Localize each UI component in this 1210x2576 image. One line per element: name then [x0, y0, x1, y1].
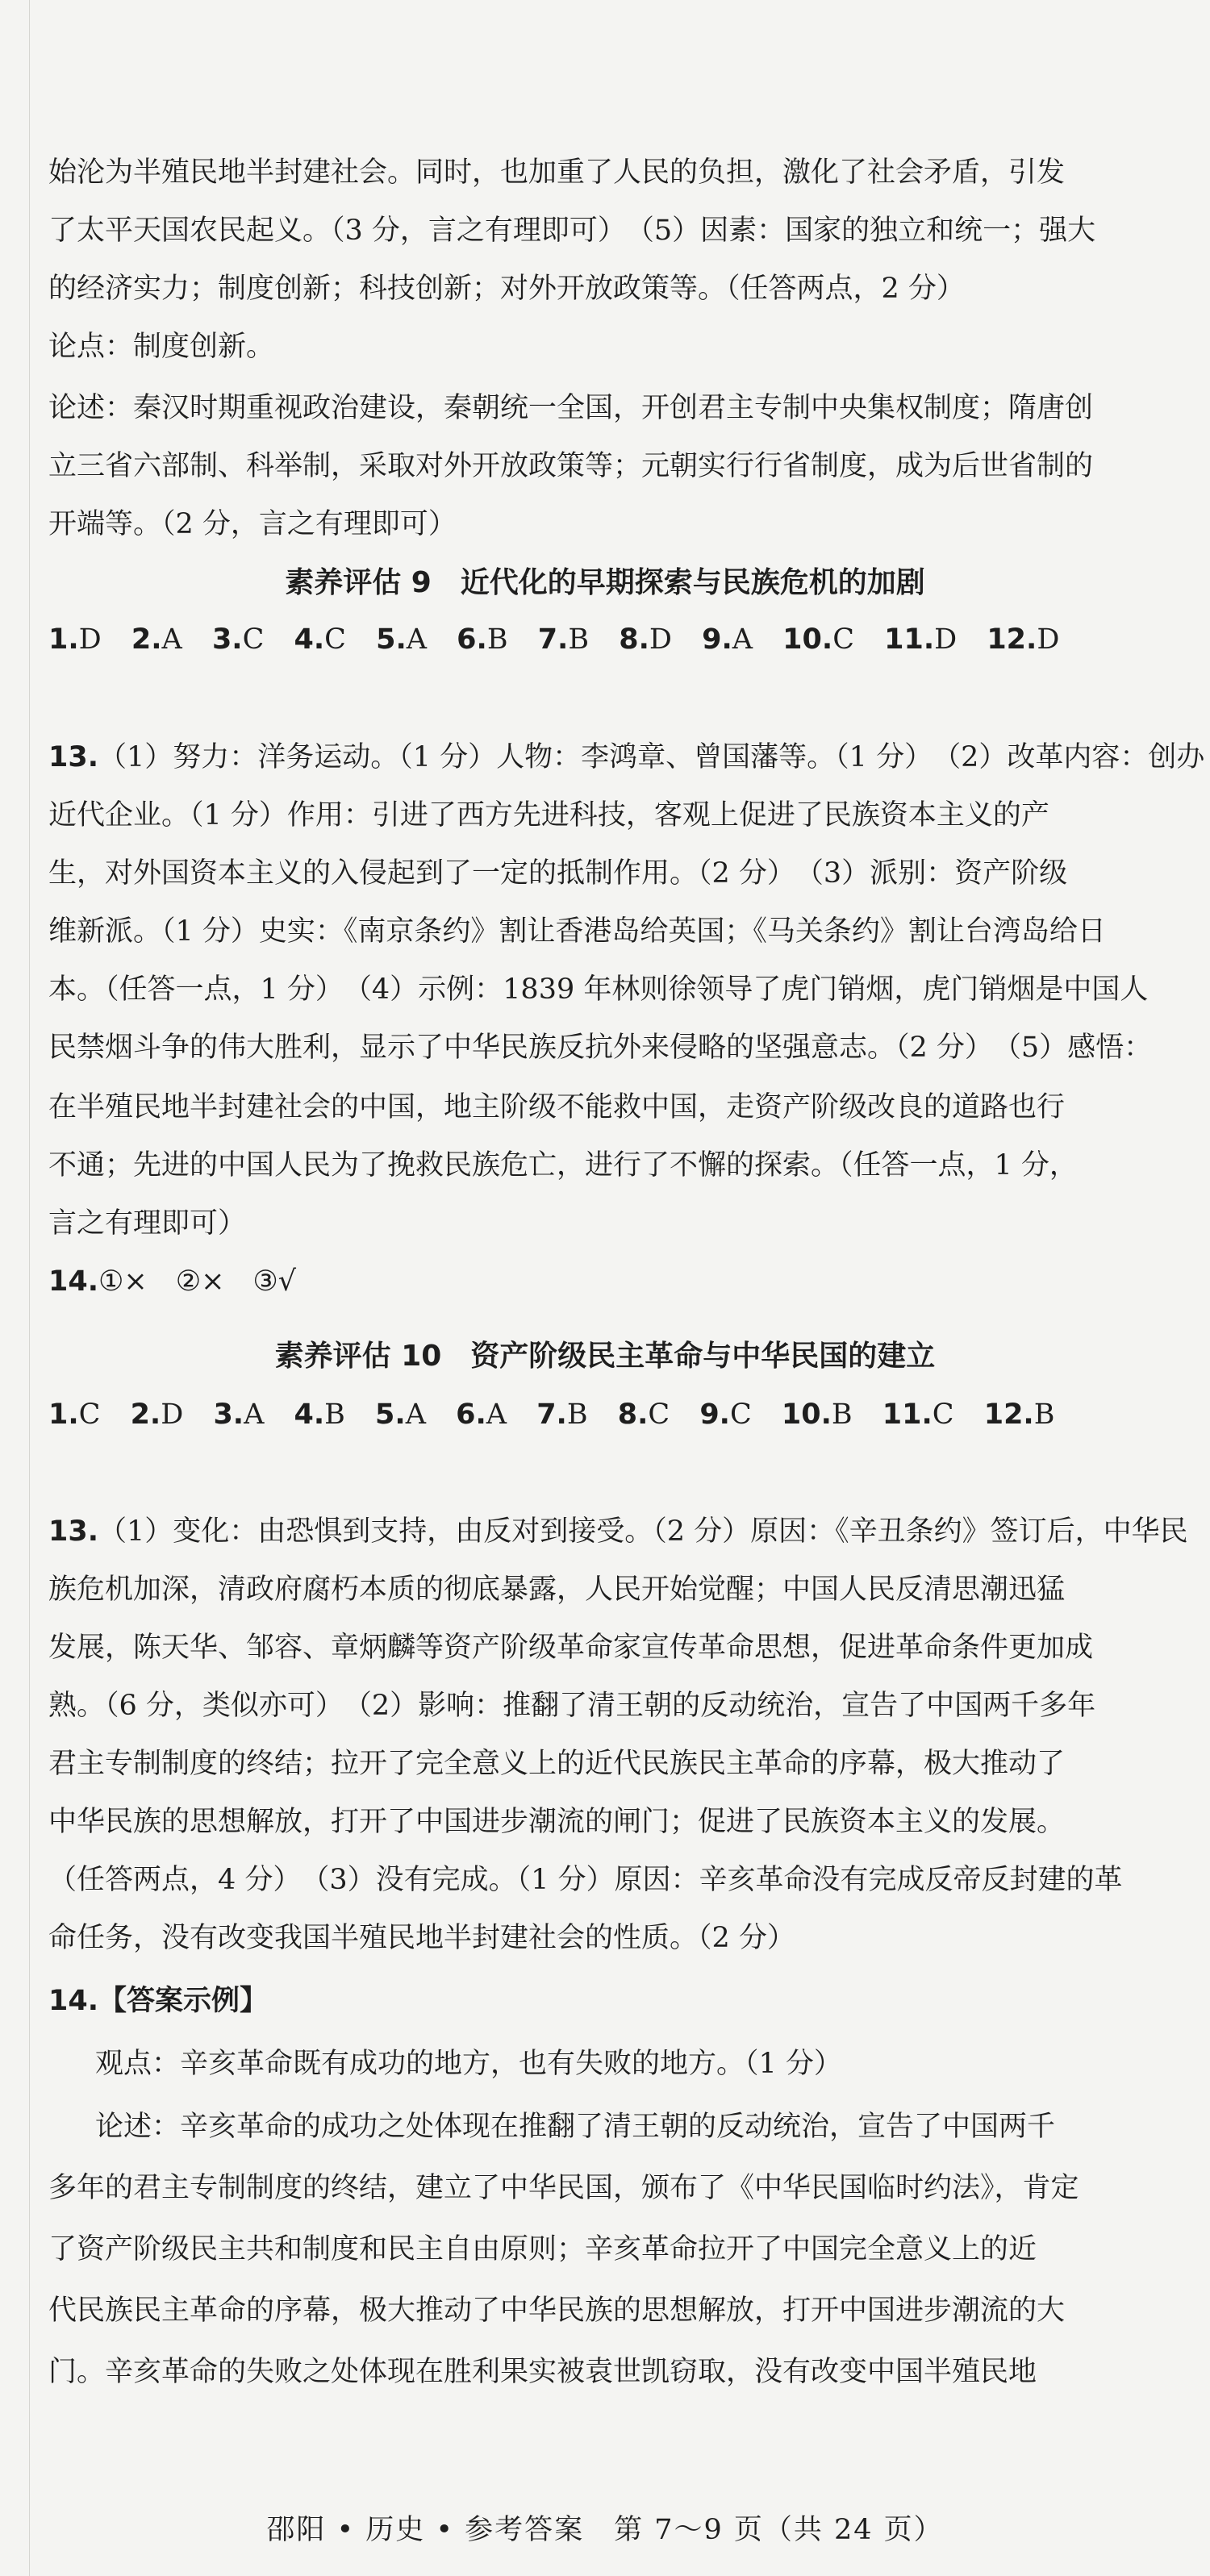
answer-item: 7.B [537, 623, 590, 656]
answer-item: 12.D [987, 623, 1060, 656]
question-14-line [48, 1972, 1182, 2030]
answer-item: 9.C [699, 1398, 752, 1431]
text-line: 了太平天国农民起义。（3 分，言之有理即可） （5）因素：国家的独立和统一；强大 [48, 215, 1096, 247]
answer-item: 8.D [619, 623, 672, 656]
text-line: 论述：秦汉时期重视政治建设，秦朝统一全国，开创君主专制中央集权制度；隋唐创 [48, 392, 1094, 424]
answer-item: 4.B [294, 1398, 345, 1431]
question-13-line: 13.（1）变化：由恐惧到支持，由反对到接受。（2 分）原因：《辛丑条约》签订后，中华民 [48, 1515, 1188, 1548]
answer-item: 10.C [782, 623, 854, 656]
question-14-line: 14.①× ②× ③√ [48, 1265, 297, 1298]
answer-item: 12.B [983, 1398, 1055, 1431]
text-line: 论点：制度创新。 [48, 331, 275, 363]
answer-item: 10.B [781, 1398, 853, 1431]
text-line: 的经济实力；制度创新；科技创新；对外开放政策等。（任答两点，2 分） [48, 273, 965, 305]
text-line: 开端等。（2 分，言之有理即可） [48, 508, 457, 540]
question-13-line: 民禁烟斗争的伟大胜利，显示了中华民族反抗外来侵略的坚强意志。（2 分） （5）感悟： [48, 1032, 1153, 1064]
answer-item: 7.B [536, 1398, 588, 1431]
argument-line: 多年的君主专制制度的终结，建立了中华民国，颁布了《中华民国临时约法》，肯定 [48, 2172, 1079, 2204]
answer-item: 5.A [375, 1398, 426, 1431]
question-13-line: 言之有理即可） [48, 1207, 247, 1240]
argument-line: 了资产阶级民主共和制度和民主自由原则；辛亥革命拉开了中国完全意义上的近 [48, 2233, 1037, 2265]
answer-item: 9.A [702, 623, 753, 656]
question-13-line: 族危机加深，清政府腐朽本质的彻底暴露，人民开始觉醒；中国人民反清思潮迅猛 [48, 1574, 1066, 1606]
question-13-line: 本。（任答一点，1 分） （4）示例：1839 年林则徐领导了虎门销烟，虎门销烟是中国人 [48, 973, 1149, 1006]
answer-item: 6.A [456, 1398, 507, 1431]
question-13-line: 中华民族的思想解放，打开了中国进步潮流的闸门；促进了民族资本主义的发展。 [48, 1806, 1066, 1838]
answer-item: 5.A [376, 623, 428, 656]
answer-item: 3.A [213, 1398, 265, 1431]
text-line: 立三省六部制、科举制，采取对外开放政策等；元朝实行行省制度，成为后世省制的 [48, 450, 1094, 482]
question-number: 13. [48, 1515, 99, 1548]
answer-item: 2.D [130, 1398, 184, 1431]
page-footer: 邵阳 • 历史 • 参考答案 第 7～9 页（共 24 页） [266, 2514, 944, 2546]
question-13-line: （任答两点，4 分） （3）没有完成。（1 分）原因：辛亥革命没有完成反帝反封建的革 [48, 1864, 1123, 1896]
answer-item: 1.C [48, 1398, 101, 1431]
answer-example-label: 【答案示例】 [98, 1984, 269, 2017]
argument-line: 门。辛亥革命的失败之处体现在胜利果实被袁世凯窃取，没有改变中国半殖民地 [48, 2356, 1037, 2388]
answer-item: 2.A [131, 623, 182, 656]
question-13-line: 在半殖民地半封建社会的中国，地主阶级不能救中国，走资产阶级改良的道路也行 [48, 1091, 1066, 1123]
answer-item: 11.D [884, 623, 958, 656]
question-13-line: 君主专制制度的终结；拉开了完全意义上的近代民族民主革命的序幕，极大推动了 [48, 1748, 1066, 1780]
question-13-line: 熟。（6 分，类似亦可） （2）影响：推翻了清王朝的反动统治，宣告了中国两千多年 [48, 1690, 1096, 1722]
question-number: 13. [48, 741, 99, 773]
question-13-line: 命任务，没有改变我国半殖民地半封建社会的性质。（2 分） [48, 1922, 795, 1954]
section-10-choice-answers [48, 1390, 1182, 1439]
section-9-choice-answers [48, 615, 1182, 664]
question-number: 14. [48, 1265, 99, 1298]
question-13-line: 13.（1）努力：洋务运动。（1 分）人物：李鸿章、曾国藩等。（1 分） （2）改革内容：创办 [48, 741, 1205, 773]
argument-line: 论述：辛亥革命的成功之处体现在推翻了清王朝的反动统治，宣告了中国两千 [95, 2111, 1056, 2143]
question-13-line: 近代企业。（1 分）作用：引进了西方先进科技，客观上促进了民族资本主义的产 [48, 799, 1049, 832]
page-edge-line [29, 0, 30, 2576]
question-number: 14. [48, 1985, 99, 2017]
question-13-line: 不通；先进的中国人民为了挽救民族危亡，进行了不懈的探索。（任答一点，1 分， [48, 1149, 1078, 1182]
question-13-line: 发展，陈天华、邹容、章炳麟等资产阶级革命家宣传革命思想，促进革命条件更加成 [48, 1632, 1094, 1664]
answer-item: 1.D [48, 623, 102, 656]
question-13-line: 生，对外国资本主义的入侵起到了一定的抵制作用。（2 分） （3）派别：资产阶级 [48, 857, 1068, 890]
answer-item: 4.C [294, 623, 346, 656]
answer-item: 6.B [457, 623, 508, 656]
question-13-line: 维新派。（1 分）史实：《南京条约》割让香港岛给英国；《马关条约》割让台湾岛给日 [48, 915, 1106, 948]
argument-line: 代民族民主革命的序幕，极大推动了中华民族的思想解放，打开中国进步潮流的大 [48, 2295, 1066, 2327]
answer-item: 3.C [211, 623, 265, 656]
section-10-title: 素养评估 10 资产阶级民主革命与中华民国的建立 [274, 1340, 936, 1373]
answer-item: 11.C [882, 1398, 954, 1431]
viewpoint-line: 观点：辛亥革命既有成功的地方，也有失败的地方。（1 分） [95, 2048, 842, 2080]
text-line: 始沦为半殖民地半封建社会。同时，也加重了人民的负担，激化了社会矛盾，引发 [48, 156, 1066, 189]
section-9-title: 素养评估 9 近代化的早期探索与民族危机的加剧 [285, 566, 925, 599]
answer-item: 8.C [617, 1398, 670, 1431]
